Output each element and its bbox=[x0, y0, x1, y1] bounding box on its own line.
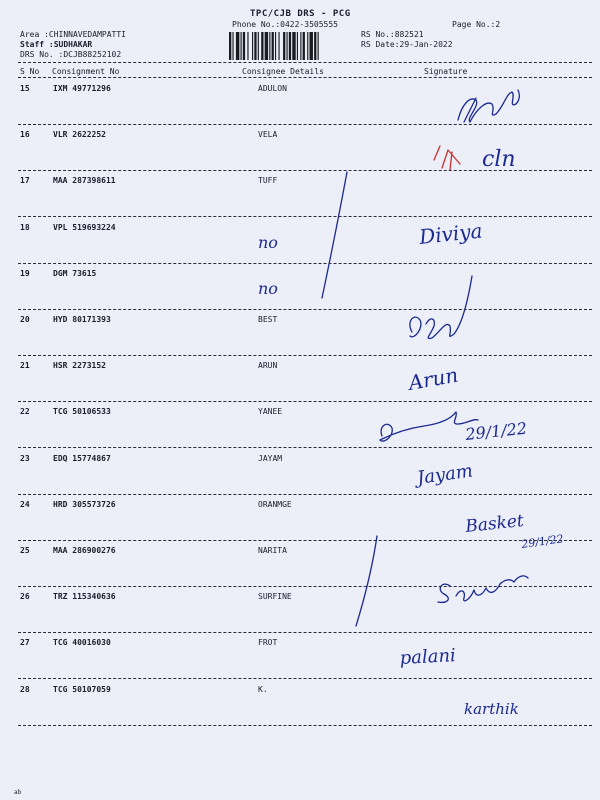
serial-number: 19 bbox=[20, 268, 30, 278]
consignment-number: TCG 50106533 bbox=[53, 407, 111, 417]
row-divider bbox=[18, 447, 592, 448]
barcode-bar bbox=[307, 32, 308, 60]
barcode-bar bbox=[300, 32, 301, 60]
drs-number: DRS No. :DCJB88252102 bbox=[20, 50, 122, 59]
rs-date: RS Date:29-Jan-2022 bbox=[361, 40, 453, 49]
consignment-number: IXM 49771296 bbox=[53, 84, 111, 93]
signature-date: 29/1/22 bbox=[464, 418, 528, 444]
barcode-bar bbox=[275, 32, 276, 60]
row-divider bbox=[18, 170, 592, 171]
serial-number: 21 bbox=[20, 361, 30, 371]
consignment-number: HYD 80171393 bbox=[53, 315, 111, 324]
serial-number: 28 bbox=[20, 684, 30, 694]
serial-number: 20 bbox=[20, 315, 30, 324]
consignment-number: HSR 2273152 bbox=[53, 361, 106, 371]
serial-number: 16 bbox=[20, 130, 30, 140]
consignee-name: ORANMGE bbox=[258, 499, 292, 509]
barcode-bar bbox=[272, 32, 274, 60]
signature-text: Jayam bbox=[415, 460, 475, 489]
barcode-bar bbox=[292, 32, 295, 60]
consignee-name: JAYAM bbox=[258, 453, 283, 463]
serial-number: 22 bbox=[20, 407, 30, 417]
barcode-bar bbox=[261, 32, 263, 60]
consignee-name: YANEE bbox=[258, 407, 283, 417]
staff-field: Staff :SUDHAKAR bbox=[20, 40, 93, 49]
barcode-bar bbox=[247, 32, 248, 60]
header-divider bbox=[18, 77, 592, 78]
phone-number: Phone No.:0422-3505555 bbox=[232, 20, 338, 29]
consignment-number: TCG 50107059 bbox=[53, 684, 111, 694]
serial-number: 18 bbox=[20, 222, 30, 232]
barcode-bar bbox=[318, 32, 319, 60]
row-divider bbox=[18, 216, 592, 217]
barcode-bar bbox=[254, 32, 256, 60]
barcode-bar bbox=[283, 32, 285, 60]
signature-text: cln bbox=[482, 147, 516, 172]
row-divider bbox=[18, 678, 592, 679]
serial-number: 26 bbox=[20, 592, 30, 602]
barcode-bar bbox=[232, 32, 233, 60]
consignee-name: ADULON bbox=[258, 84, 287, 93]
barcode-bar bbox=[287, 32, 288, 60]
consignment-number: TRZ 115340636 bbox=[53, 592, 116, 602]
barcode-bar bbox=[236, 32, 239, 60]
consignee-name: BEST bbox=[258, 315, 278, 324]
consignee-name: FROT bbox=[258, 638, 278, 648]
row-divider bbox=[18, 725, 592, 726]
area-field: Area :CHINNAVEDAMPATTI bbox=[20, 30, 126, 39]
row-divider bbox=[18, 355, 592, 356]
serial-number: 25 bbox=[20, 546, 30, 555]
serial-number: 24 bbox=[20, 499, 30, 509]
barcode-bar bbox=[289, 32, 291, 60]
barcode-bar bbox=[278, 32, 279, 60]
barcode-bar bbox=[314, 32, 316, 60]
consignment-number: TCG 40016030 bbox=[53, 638, 111, 648]
row-divider bbox=[18, 401, 592, 402]
footer-mark: ab bbox=[14, 789, 22, 796]
consignee-name: K. bbox=[258, 684, 268, 694]
signature-text: Basket bbox=[464, 510, 525, 537]
serial-number: 27 bbox=[20, 638, 30, 648]
row-divider bbox=[18, 494, 592, 495]
column-consignee: Consignee Details bbox=[242, 67, 324, 76]
barcode-bar bbox=[241, 32, 242, 60]
consignee-name: VELA bbox=[258, 130, 278, 140]
row-divider bbox=[18, 309, 592, 310]
barcode-bar bbox=[229, 32, 231, 60]
consignee-name: SURFINE bbox=[258, 592, 292, 602]
consignment-number: DGM 73615 bbox=[53, 268, 97, 278]
document-title: TPC/CJB DRS - PCG bbox=[250, 9, 351, 19]
barcode-bar bbox=[269, 32, 270, 60]
signature-date: 29/1/22 bbox=[520, 532, 565, 551]
column-consignment: Consignment No bbox=[52, 67, 120, 76]
row-divider bbox=[18, 586, 592, 587]
signature-text: palani bbox=[399, 645, 457, 669]
row-divider bbox=[18, 540, 592, 541]
barcode-bar bbox=[252, 32, 253, 60]
row-divider bbox=[18, 124, 592, 125]
barcode-bar bbox=[310, 32, 313, 60]
consignment-number: EDQ 15774867 bbox=[53, 453, 111, 463]
consignment-number: MAA 287398611 bbox=[53, 176, 116, 186]
consignee-name: TUFF bbox=[258, 176, 278, 186]
signature-text: karthik bbox=[464, 700, 519, 718]
serial-number: 17 bbox=[20, 176, 30, 186]
row-divider bbox=[18, 263, 592, 264]
signature-text: Diviya bbox=[418, 218, 484, 249]
handwritten-no: no bbox=[258, 279, 278, 298]
row-divider bbox=[18, 632, 592, 633]
column-sno: S No bbox=[20, 67, 40, 76]
serial-number: 15 bbox=[20, 84, 30, 93]
barcode-bar bbox=[258, 32, 259, 60]
barcode-bar bbox=[297, 32, 298, 60]
rs-number: RS No.:882521 bbox=[361, 30, 424, 39]
handwritten-no: no bbox=[258, 233, 278, 252]
consignment-number: VPL 519693224 bbox=[53, 222, 116, 232]
barcode-bar bbox=[243, 32, 245, 60]
column-signature: Signature bbox=[424, 67, 468, 76]
consignee-name: NARITA bbox=[258, 546, 287, 555]
barcode-bar bbox=[265, 32, 268, 60]
serial-number: 23 bbox=[20, 453, 30, 463]
barcode-bar bbox=[303, 32, 305, 60]
consignee-name: ARUN bbox=[258, 361, 278, 371]
page-number: Page No.:2 bbox=[452, 20, 501, 29]
consignment-number: MAA 286900276 bbox=[53, 546, 116, 555]
consignment-number: VLR 2622252 bbox=[53, 130, 106, 140]
barcode-image bbox=[229, 32, 353, 60]
consignment-number: HRD 305573726 bbox=[53, 499, 116, 509]
header-divider bbox=[18, 62, 592, 63]
signature-text: Arun bbox=[406, 362, 460, 395]
